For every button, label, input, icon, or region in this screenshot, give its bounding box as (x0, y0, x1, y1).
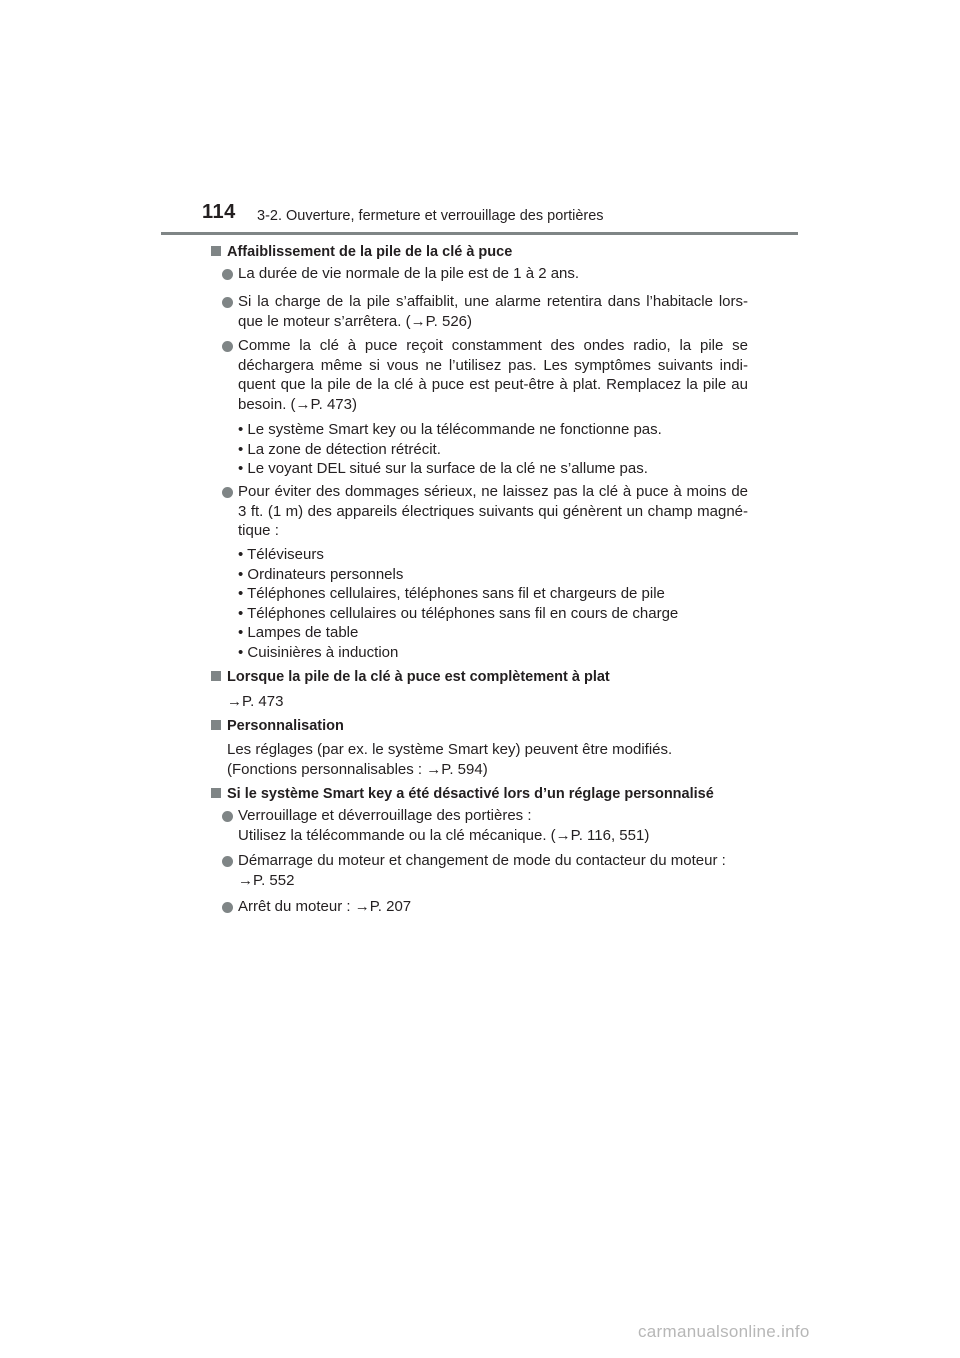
sub-list-item: • Téléphones cellulaires ou téléphones sans fil en cours de charge (238, 604, 679, 622)
section-title: 3-2. Ouverture, fermeture et verrouillage des portières (257, 208, 604, 224)
bullet-text: Utilisez la télécommande ou la clé mécanique. (→P. 116, 551) (238, 827, 650, 844)
page-reference: →P. 473 (227, 693, 284, 710)
paragraph (227, 740, 672, 780)
sub-list-item: • Le voyant DEL situé sur la surface de la clé ne s’allume pas. (238, 460, 648, 477)
bullet-item (238, 897, 758, 917)
bullet-text: →P. 552 (238, 872, 295, 889)
section-heading-customization (211, 716, 344, 736)
heading-square-icon (211, 246, 221, 256)
section-heading-battery-weakening (211, 242, 512, 262)
sub-list-item: • Cuisinières à induction (238, 643, 399, 661)
bullet-dot-icon (222, 487, 233, 498)
bullet-text: Verrouillage et déverrouillage des portières : (238, 807, 532, 824)
sub-list (238, 545, 678, 662)
sub-list-item: • Téléviseurs (238, 546, 324, 563)
paragraph-line: Les réglages (par ex. le système Smart key) peuvent être modifiés. (227, 741, 673, 758)
page-header (0, 0, 960, 240)
heading-text: Personnalisation (227, 718, 344, 734)
sub-list (238, 420, 662, 479)
header-rule (161, 232, 798, 235)
bullet-text: La durée de vie normale de la pile est de 1 à 2 ans. (238, 265, 580, 282)
page-number: 114 (202, 201, 236, 223)
heading-text: Affaiblissement de la pile de la clé à puce (227, 244, 513, 260)
paragraph-line: (Fonctions personnalisables : →P. 594) (227, 761, 488, 778)
bullet-dot-icon (222, 856, 233, 867)
heading-square-icon (211, 671, 221, 681)
bullet-text: Arrêt du moteur : →P. 207 (238, 898, 412, 915)
bullet-item (238, 482, 748, 541)
section-heading-battery-dead (211, 667, 610, 687)
section-heading-smart-key-disabled (211, 784, 714, 804)
bullet-item (238, 336, 748, 415)
sub-list-item: • Téléphones cellulaires, téléphones sans fil et chargeurs de pile (238, 585, 665, 602)
bullet-item (238, 851, 758, 891)
sub-list-item: • Lampes de table (238, 624, 359, 641)
bullet-dot-icon (222, 811, 233, 822)
heading-square-icon (211, 788, 221, 798)
bullet-text: Démarrage du moteur et changement de mode du contacteur du moteur : (238, 852, 726, 869)
bullet-dot-icon (222, 902, 233, 913)
sub-list-item: • La zone de détection rétrécit. (238, 440, 441, 458)
bullet-item (238, 264, 748, 284)
bullet-text: Pour éviter des dommages sérieux, ne laissez pas la clé à puce à moins de 3 ft. (1 m) des appareils électriques suivants qui génèrent un champ magné-tique : (238, 483, 748, 540)
bullet-text: Si la charge de la pile s’affaiblit, une alarme retentira dans l’habitacle lors-que le moteur s’arrêtera. (→P. 526) (238, 293, 748, 330)
bullet-text: Comme la clé à puce reçoit constamment des ondes radio, la pile se déchargera même si vous ne l’utilisez pas. Les symptômes suivants indi-quent que la pile de la clé à puce est peut-être à plat. Remplacez la pile au besoin. (→P. 473) (238, 337, 748, 414)
sub-list-item: • Le système Smart key ou la télécommande ne fonctionne pas. (238, 421, 662, 438)
heading-text: Lorsque la pile de la clé à puce est complètement à plat (227, 669, 610, 685)
watermark-logo: carmanualsonline.info (638, 1322, 810, 1341)
bullet-item (238, 806, 758, 846)
heading-text: Si le système Smart key a été désactivé lors d’un réglage personnalisé (227, 786, 714, 802)
bullet-dot-icon (222, 269, 233, 280)
sub-list-item: • Ordinateurs personnels (238, 565, 404, 583)
bullet-dot-icon (222, 297, 233, 308)
bullet-item (238, 292, 748, 331)
heading-square-icon (211, 720, 221, 730)
bullet-dot-icon (222, 341, 233, 352)
